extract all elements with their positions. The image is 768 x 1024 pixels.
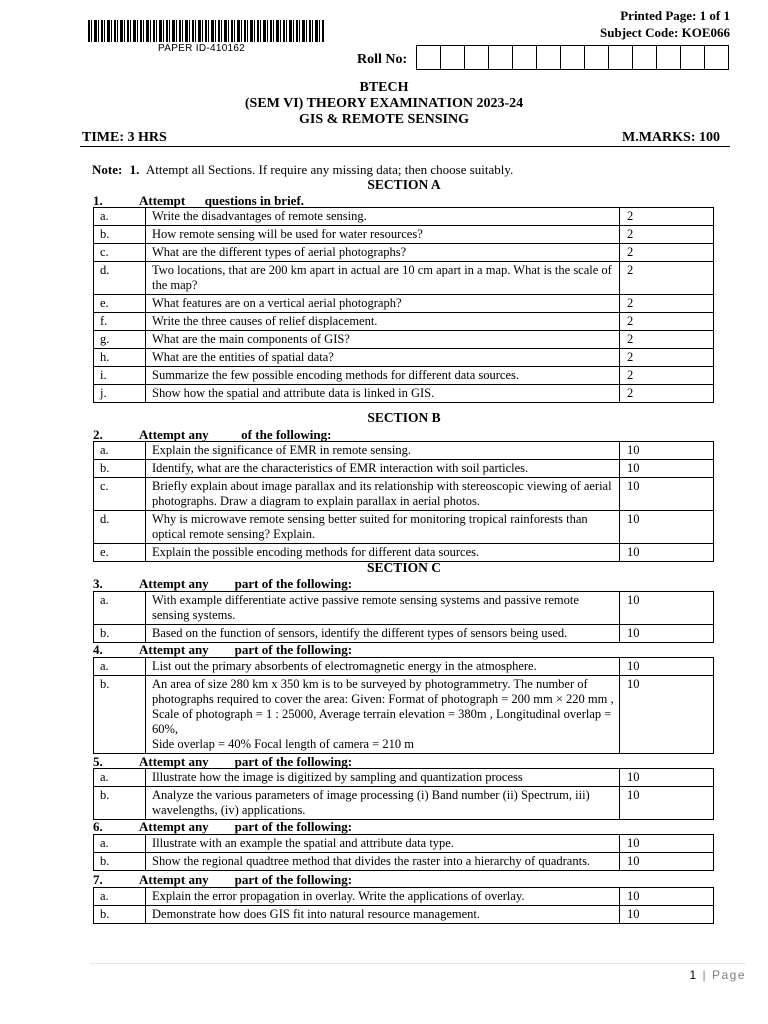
item-marks: 2	[620, 226, 714, 244]
item-marks: 10	[620, 835, 714, 853]
item-marks: 2	[620, 244, 714, 262]
table-row	[94, 592, 714, 625]
table-row	[94, 313, 714, 331]
item-marks: 10	[620, 676, 714, 754]
question-text: Show how the spatial and attribute data is linked in GIS.	[146, 385, 620, 403]
question-text: List out the primary absorbents of electromagnetic energy in the atmosphere.	[146, 658, 620, 676]
item-letter: d.	[94, 262, 146, 295]
item-marks: 2	[620, 295, 714, 313]
table-row	[94, 367, 714, 385]
question-text: Illustrate with an example the spatial and attribute data type.	[146, 835, 620, 853]
item-letter: d.	[94, 511, 146, 544]
question-text: What are the main components of GIS?	[146, 331, 620, 349]
item-marks: 10	[620, 442, 714, 460]
table-row	[94, 226, 714, 244]
question-text: Based on the function of sensors, identify the different types of sensors being used.	[146, 625, 620, 643]
item-marks: 10	[620, 658, 714, 676]
paper-id: PAPER ID-410162	[158, 43, 246, 54]
table-row	[94, 244, 714, 262]
table-row	[94, 853, 714, 871]
item-marks: 10	[620, 478, 714, 511]
item-marks: 10	[620, 853, 714, 871]
exam-title: (SEM VI) THEORY EXAMINATION 2023-24	[244, 96, 524, 111]
item-letter: i.	[94, 367, 146, 385]
item-letter: a.	[94, 442, 146, 460]
max-marks: M.MARKS: 100	[622, 130, 720, 145]
table-row	[94, 658, 714, 676]
note-text: Attempt all Sections. If require any missing data; then choose suitably.	[145, 162, 514, 177]
question-text: How remote sensing will be used for water resources?	[146, 226, 620, 244]
question-4-heading: 4. Attempt any part of the following:	[93, 642, 353, 657]
item-marks: 2	[620, 367, 714, 385]
table-row	[94, 625, 714, 643]
item-letter: a.	[94, 208, 146, 226]
item-marks: 2	[620, 313, 714, 331]
item-letter: g.	[94, 331, 146, 349]
question-text: Briefly explain about image parallax and its relationship with stereoscopic viewing of aerial photographs. Draw a diagram to explain parallax in aerial photos.	[146, 478, 620, 511]
note-number: 1.	[129, 162, 140, 177]
item-letter: a.	[94, 835, 146, 853]
question-text: Two locations, that are 200 km apart in actual are 10 cm apart in a map. What is the scale of the map?	[146, 262, 620, 295]
item-marks: 10	[620, 544, 714, 562]
question-text: Explain the possible encoding methods for different data sources.	[146, 544, 620, 562]
item-letter: j.	[94, 385, 146, 403]
item-letter: b.	[94, 226, 146, 244]
item-letter: b.	[94, 676, 146, 754]
header-divider	[80, 146, 730, 147]
table-row	[94, 208, 714, 226]
printed-page: Printed Page: 1 of 1	[620, 8, 730, 23]
question-text: Show the regional quadtree method that divides the raster into a hierarchy of quadrants.	[146, 853, 620, 871]
table-row	[94, 331, 714, 349]
roll-label: Roll No:	[357, 52, 408, 67]
barcode	[88, 20, 324, 42]
table-row	[94, 511, 714, 544]
question-text: An area of size 280 km x 350 km is to be surveyed by photogrammetry. The number of photographs required to cover the area: Given: Format of photograph = 200 mm × 220 mm , Scale of photograph = 1 : 25000, Average terrain elevation = 380m , Longitudinal overlap = 60%, Side overlap = 40% Focal length of camera = 210 m	[146, 676, 620, 754]
table-row	[94, 262, 714, 295]
note-label: Note:	[92, 162, 123, 177]
item-marks: 10	[620, 511, 714, 544]
question-7-heading: 7. Attempt any part of the following:	[93, 872, 353, 887]
section-c-heading: SECTION C	[367, 560, 441, 575]
exam-time: TIME: 3 HRS	[82, 130, 167, 145]
question-text: Summarize the few possible encoding methods for different data sources.	[146, 367, 620, 385]
question-text: Explain the significance of EMR in remote sensing.	[146, 442, 620, 460]
question-1-table	[93, 207, 714, 403]
question-text: Analyze the various parameters of image processing (i) Band number (ii) Spectrum, iii) wavelengths, (iv) applications.	[146, 787, 620, 820]
question-4-table	[93, 657, 714, 754]
table-row	[94, 888, 714, 906]
item-marks: 10	[620, 888, 714, 906]
subject-code: Subject Code: KOE066	[600, 25, 730, 40]
item-letter: h.	[94, 349, 146, 367]
item-letter: c.	[94, 244, 146, 262]
item-marks: 10	[620, 769, 714, 787]
page-number: 1	[689, 968, 698, 982]
question-5-table	[93, 768, 714, 820]
question-2-table	[93, 441, 714, 562]
item-letter: e.	[94, 295, 146, 313]
question-5-heading: 5. Attempt any part of the following:	[93, 754, 353, 769]
question-1-heading: 1. Attempt questions in brief.	[93, 193, 305, 208]
question-text: Illustrate how the image is digitized by sampling and quantization process	[146, 769, 620, 787]
roll-number-boxes	[416, 45, 729, 70]
table-row	[94, 676, 714, 754]
item-letter: e.	[94, 544, 146, 562]
question-text: Identify, what are the characteristics of EMR interaction with soil particles.	[146, 460, 620, 478]
item-letter: a.	[94, 592, 146, 625]
item-marks: 2	[620, 349, 714, 367]
item-marks: 2	[620, 208, 714, 226]
question-3-table	[93, 591, 714, 643]
subject-title: GIS & REMOTE SENSING	[299, 112, 469, 127]
question-6-heading: 6. Attempt any part of the following:	[93, 819, 353, 834]
section-b-heading: SECTION B	[367, 410, 441, 425]
table-row	[94, 769, 714, 787]
table-row	[94, 349, 714, 367]
item-marks: 10	[620, 592, 714, 625]
item-marks: 2	[620, 385, 714, 403]
program-title: BTECH	[359, 80, 409, 95]
table-row	[94, 906, 714, 924]
item-marks: 10	[620, 460, 714, 478]
item-letter: b.	[94, 460, 146, 478]
table-row	[94, 787, 714, 820]
item-letter: a.	[94, 658, 146, 676]
question-text: Write the three causes of relief displacement.	[146, 313, 620, 331]
item-marks: 10	[620, 906, 714, 924]
item-letter: b.	[94, 853, 146, 871]
question-text: Write the disadvantages of remote sensing.	[146, 208, 620, 226]
question-text: With example differentiate active passive remote sensing systems and passive remote sensing systems.	[146, 592, 620, 625]
question-text: What are the entities of spatial data?	[146, 349, 620, 367]
page-label: | Page	[697, 968, 746, 982]
question-text: What features are on a vertical aerial photograph?	[146, 295, 620, 313]
table-row	[94, 460, 714, 478]
question-2-heading: 2. Attempt any of the following:	[93, 427, 332, 442]
page-footer	[690, 968, 747, 982]
item-letter: c.	[94, 478, 146, 511]
question-text: What are the different types of aerial photographs?	[146, 244, 620, 262]
item-letter: f.	[94, 313, 146, 331]
item-letter: a.	[94, 888, 146, 906]
item-marks: 2	[620, 331, 714, 349]
section-a-heading: SECTION A	[367, 177, 441, 192]
table-row	[94, 478, 714, 511]
note	[92, 162, 513, 178]
question-text: Explain the error propagation in overlay. Write the applications of overlay.	[146, 888, 620, 906]
question-6-table	[93, 834, 714, 871]
table-row	[94, 295, 714, 313]
item-letter: b.	[94, 625, 146, 643]
item-letter: a.	[94, 769, 146, 787]
item-marks: 10	[620, 625, 714, 643]
item-marks: 10	[620, 787, 714, 820]
item-marks: 2	[620, 262, 714, 295]
question-text: Why is microwave remote sensing better suited for monitoring tropical rainforests than optical remote sensing? Explain.	[146, 511, 620, 544]
footer-divider	[90, 963, 746, 964]
item-letter: b.	[94, 906, 146, 924]
question-text: Demonstrate how does GIS fit into natural resource management.	[146, 906, 620, 924]
item-letter: b.	[94, 787, 146, 820]
question-3-heading: 3. Attempt any part of the following:	[93, 576, 353, 591]
table-row	[94, 544, 714, 562]
table-row	[94, 385, 714, 403]
question-7-table	[93, 887, 714, 924]
table-row	[94, 835, 714, 853]
table-row	[94, 442, 714, 460]
